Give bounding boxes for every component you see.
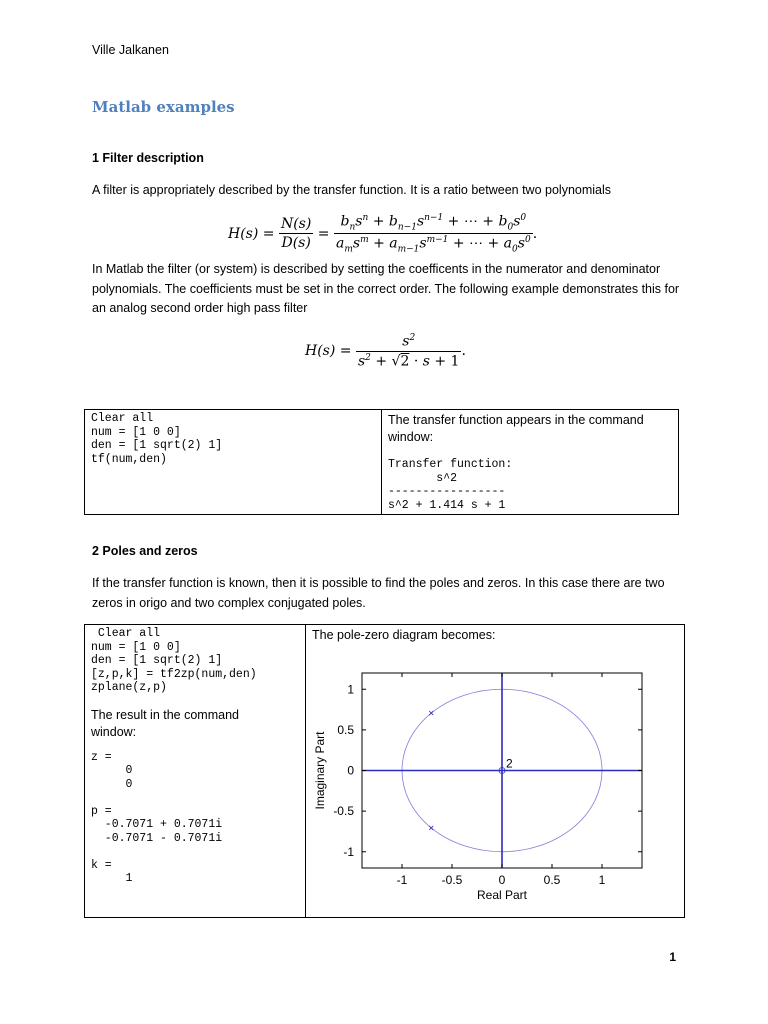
x-tick-label: -0.5 xyxy=(441,873,463,887)
y-tick-label: 0.5 xyxy=(337,722,354,737)
document-title: Matlab examples xyxy=(92,98,235,116)
author-name: Ville Jalkanen xyxy=(92,43,169,57)
output-description: The transfer function appears in the command window: xyxy=(388,413,644,444)
output-cell xyxy=(382,410,679,515)
y-tick-label: 0 xyxy=(347,763,354,778)
section-1-intro: A filter is appropriately described by the transfer function. It is a ratio between two polynomials xyxy=(92,183,612,197)
y-tick-label: -0.5 xyxy=(333,804,354,819)
code-cell xyxy=(85,410,382,515)
result-label: The result in the command window: xyxy=(91,707,239,739)
page-number: 1 xyxy=(669,950,676,964)
section-1-paragraph: In Matlab the filter (or system) is described by setting the coefficents in the numerator and denominator polynomials. The coefficients must be set in the correct order. The following example demonstrates this for an analog second order high pass filter xyxy=(92,262,680,315)
section-2-heading: 2 Poles and zeros xyxy=(92,544,198,558)
y-tick-label: -1 xyxy=(343,844,354,859)
section-2-paragraph: If the transfer function is known, then it is possible to find the poles and zeros. In this case there are two zeros in origo and two complex conjugated poles. xyxy=(92,576,665,610)
matlab-code: Clear all num = [1 0 0] den = [1 sqrt(2) 1] tf(num,den) xyxy=(91,412,223,466)
pole-marker xyxy=(429,826,433,830)
transfer-function-table xyxy=(84,409,679,515)
x-tick-label: -1 xyxy=(396,873,408,887)
high-pass-equation: H(s) = $\frac{s^2}{s^2 + √2 \cdot s + 1}$ . xyxy=(305,333,466,370)
y-tick-label: 1 xyxy=(347,682,354,697)
chart-caption: The pole-zero diagram becomes: xyxy=(312,628,496,642)
y-axis-label: Imaginary Part xyxy=(313,731,327,810)
section-1-heading: 1 Filter description xyxy=(92,151,204,165)
pz-chart-cell xyxy=(306,625,685,918)
x-axis-label: Real Part xyxy=(476,888,528,902)
x-tick-label: 0.5 xyxy=(543,873,561,887)
transfer-function-equation: H(s) = $\frac{N(s)}{D(s)}$ = $\frac{b_ns^n + b_{n-1}s^{n-1} + \cdots + b_0s^0}{a_ms^m + a_{m-1}s^{m-1} + \cdots + a_0s^0}$ . xyxy=(228,213,538,255)
pole-zero-plot xyxy=(306,646,676,911)
pz-code-cell xyxy=(85,625,306,918)
x-tick-label: 1 xyxy=(598,873,606,887)
result-output: z = 0 0 p = -0.7071 + 0.7071i -0.7071 - 0.7071i k = 1 xyxy=(91,750,223,885)
zero-multiplicity-label: 2 xyxy=(506,756,513,771)
command-window-output: Transfer function: s^2 ----------------- s^2 + 1.414 s + 1 xyxy=(388,458,513,512)
pz-matlab-code: Clear all num = [1 0 0] den = [1 sqrt(2) 1] [z,p,k] = tf2zp(num,den) zplane(z,p) xyxy=(91,627,257,694)
pole-zero-table xyxy=(84,624,685,918)
x-tick-label: 0 xyxy=(498,873,506,887)
pole-marker xyxy=(429,711,433,715)
